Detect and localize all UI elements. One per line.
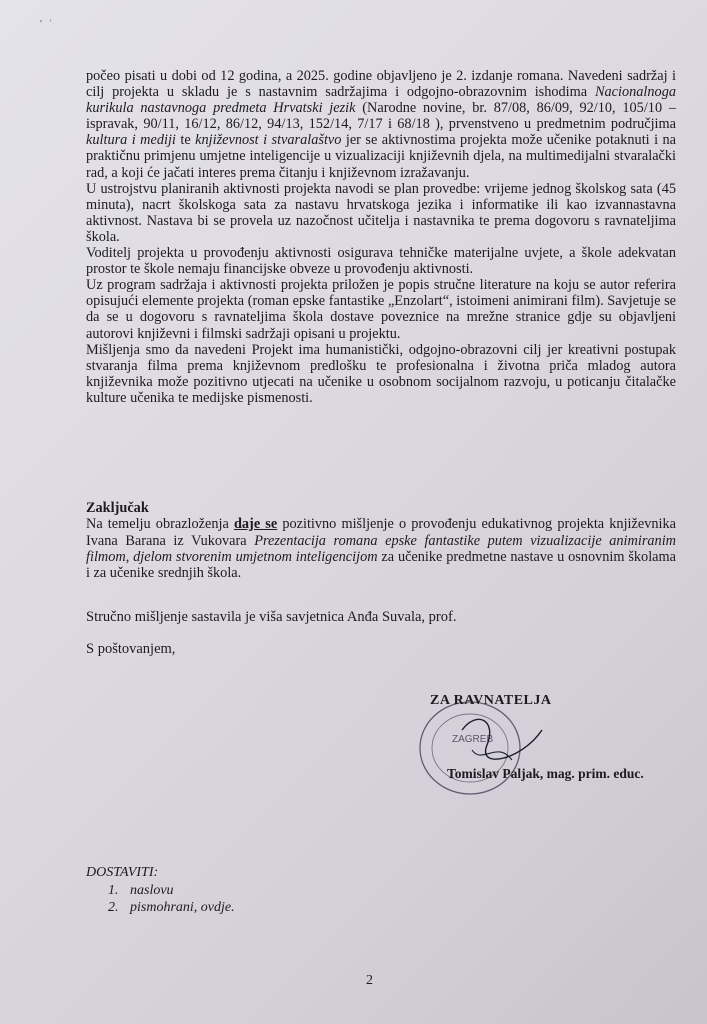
paragraph [86, 245, 676, 277]
signatory-name: Tomislav Paljak, mag. prim. educ. [447, 766, 644, 781]
italic-text: Nacionalnoga kurikula nastavnoga predmeta Hrvatski jezik [86, 84, 676, 117]
conclusion-section [86, 500, 676, 581]
list-item: 1. naslovu [108, 883, 174, 898]
corner-mark: ' ʿ [40, 18, 55, 30]
emphasis-text: daje se [233, 516, 278, 533]
text-run: Uz program sadržaja i aktivnosti projekta priložen je popis stručne literature na koju se autor referira opisujući elemente projekta (roman epske fantastike „Enzolart“, istoimeni animirani film). Savjetuje se da se u dogovoru s ravnateljima škola dostave poveznice na mrežne stranice gdje su objavljeni autorovi književni i filmski sadržaji opisani u projektu. [86, 277, 676, 342]
italic-text: Prezentacija romana epske fantastike putem vizualizacije animiranim filmom, djelom stvorenim umjetnom inteligencijom [86, 532, 676, 565]
stamp-text: ZAGREB [452, 734, 494, 745]
paragraph [86, 342, 676, 406]
italic-text: kultura i mediji [86, 132, 176, 149]
page-number: 2 [366, 973, 373, 988]
text-run: pozitivno mišljenje o provođenju edukativnog projekta književnika Ivana Barana iz Vukovara [86, 516, 676, 549]
paragraph [86, 68, 676, 181]
text-run: Mišljenja smo da navedeni Projekt ima humanistički, odgojno-obrazovni cilj jer kreativni postupak stvaranja filma prema književnom predlošku te profesionalna i životna priča mladog autora književnika može pozitivno utjecati na učenike u osobnom socijalnom razvoju, u poticanju čitalačke kulture učenika te medijske pismenosti. [86, 341, 676, 406]
text-run: Voditelj projekta u provođenju aktivnosti osigurava tehničke materijalne uvjete, a škole adekvatan prostor te škole nemaju financijske obveze u provođenju aktivnosti. [86, 245, 676, 278]
signature-title: ZA RAVNATELJA [430, 693, 552, 708]
dostaviti-list [108, 882, 235, 916]
body-text [86, 68, 676, 406]
dostaviti-label: DOSTAVITI: [86, 865, 159, 880]
text-run: za učenike predmetne nastave u osnovnim školama i za učenike srednjih škola. [86, 548, 676, 582]
conclusion-text [86, 516, 676, 581]
paragraph [86, 181, 676, 245]
paragraph [86, 277, 676, 341]
text-run: Na temelju obrazloženja [86, 516, 234, 533]
regards: S poštovanjem, [86, 641, 176, 657]
prepared-by: Stručno mišljenje sastavila je viša savjetnica Anđa Suvala, prof. [86, 609, 457, 625]
text-run: jer se aktivnostima projekta može učenike potaknuti i na praktičnu primjenu umjetne inteligencije u vizualizaciji književnih djela, na multimedijalni stvaralački rad, a koji će jačati interes prema čitanju i književnom izražavanju. [86, 132, 677, 181]
text-run: U ustrojstvu planiranih aktivnosti projekta navodi se plan provedbe: vrijeme jednog školskog sata (45 minuta), nacrt školskoga sata za nastavu hrvatskoga jezika i informatike ili kao izvannastavna aktivnost. Nastava bi se provela uz nazočnost učitelja i nastavnika te prema dogovoru s ravnateljima škola. [86, 180, 676, 245]
list-item: 2. pismohrani, ovdje. [108, 900, 235, 915]
italic-text: književnost i stvaralaštvo [195, 132, 342, 149]
text-run: te [175, 132, 196, 149]
text-run: počeo pisati u dobi od 12 godina, a 2025. godine objavljeno je 2. izdanje romana. Navedeni sadržaj i cilj projekta u skladu je s nastavnim sadržajima i odgojno-obrazovnim ishodima [86, 68, 676, 101]
conclusion-title: Zaključak [86, 500, 149, 516]
text-run: (Narodne novine, br. 87/08, 86/09, 92/10, 105/10 – ispravak, 90/11, 16/12, 86/12, 94/13, 152/14, 7/17 i 68/18 ), prvenstveno u predmetnim područjima [86, 100, 676, 133]
